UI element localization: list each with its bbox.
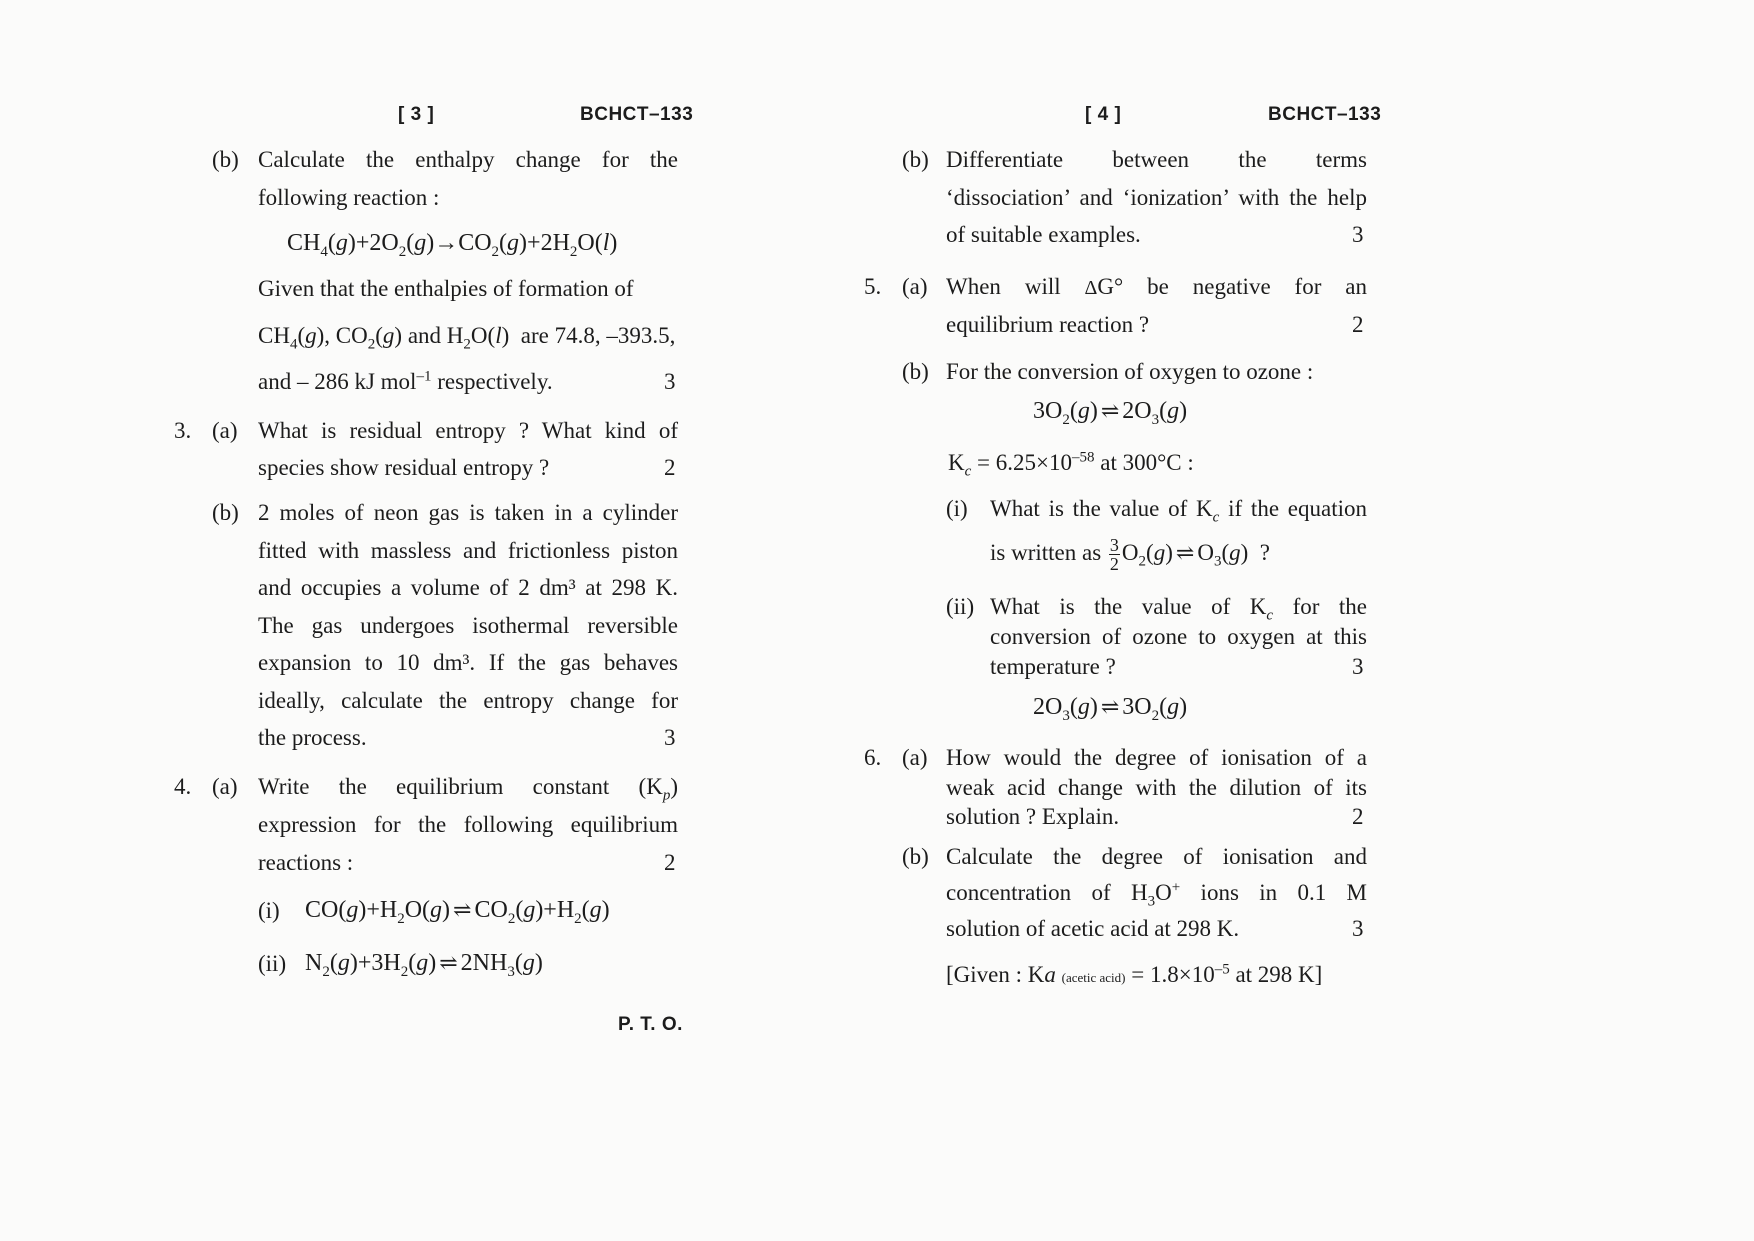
right-paper-code: BCHCT–133 <box>1268 104 1382 125</box>
q2b-line-3: Given that the enthalpies of formation of <box>258 276 634 301</box>
q3b-line: and occupies a volume of 2 dm³ at 298 K. <box>258 575 678 600</box>
q5b-i-line-1: What is the value of $K_c$ if the equation <box>990 496 1367 526</box>
q4a-i-label: (i) <box>258 898 280 923</box>
q4a-ii-equation: $N_2(g)+3H_2(g)$ ⇌ $2NH_3(g)$ <box>305 950 543 980</box>
q6-number: 6. <box>864 745 882 770</box>
q3a-line-1: What is residual entropy ? What kind of <box>258 418 678 443</box>
q2b-line-5: and – 286 kJ mol$^{-1}$ respectively. <box>258 368 553 394</box>
q3b-line: 2 moles of neon gas is taken in a cylinder <box>258 500 678 525</box>
q3b-marks: 3 <box>664 725 676 750</box>
q4b-line-3: of suitable examples. <box>946 222 1141 247</box>
q4b-marks: 3 <box>1352 222 1364 247</box>
q4a-line-1: Write the equilibrium constant $(K_p)$ <box>258 774 678 804</box>
q4b-line-1: Differentiate between the terms <box>946 147 1367 172</box>
q4a-marks: 2 <box>664 850 676 875</box>
q5b-label: (b) <box>902 359 929 384</box>
q3b-line: expansion to 10 dm³. If the gas behaves <box>258 650 678 675</box>
q6a-marks: 2 <box>1352 804 1364 829</box>
q6a-line-2: weak acid change with the dilution of its <box>946 775 1367 800</box>
q2b-label: (b) <box>212 147 239 172</box>
q5-number: 5. <box>864 274 882 299</box>
q2b-line-4-values: are 74.8, –393.5, <box>520 323 676 348</box>
q6a-line-1: How would the degree of ionisation of a <box>946 745 1367 770</box>
q5a-line-1: When will ΔG° be negative for an <box>946 274 1368 299</box>
q4-number: 4. <box>174 774 192 799</box>
q3b-line: ideally, calculate the entropy change for <box>258 688 678 713</box>
q5b-ii-marks: 3 <box>1352 654 1364 679</box>
q6b-given: [Given : Ka (acetic acid) = $1.8\times 10^{-5}$ at 298 K] <box>946 961 1323 987</box>
q5b-kc: $K_c = 6.25\times 10^{-58}$ at 300°C : <box>948 449 1194 480</box>
q3a-label: (a) <box>212 418 238 443</box>
q5b-i-line-2: is written as $\frac{3}{2}$ $O_2(g)$ ⇌ $O_3(g)$ ? <box>990 535 1270 574</box>
q3b-last-line: the process. <box>258 725 367 750</box>
q5b-ii-line-3: temperature ? <box>990 654 1116 679</box>
q5a-line-2: equilibrium reaction ? <box>946 312 1150 337</box>
q2b-marks: 3 <box>664 369 676 394</box>
left-page-number: [ 3 ] <box>398 104 435 125</box>
q3-number: 3. <box>174 418 192 443</box>
q5b-ii-label: (ii) <box>946 594 975 619</box>
q6b-line-1: Calculate the degree of ionisation and <box>946 844 1367 869</box>
q4b-line-2: ‘dissociation’ and ‘ionization’ with the help <box>946 185 1367 210</box>
q5b-line-1: For the conversion of oxygen to ozone : <box>946 359 1314 384</box>
q6b-marks: 3 <box>1352 916 1364 941</box>
q5b-ii-line-1: What is the value of $K_c$ for the <box>990 594 1368 624</box>
right-page-number: [ 4 ] <box>1085 104 1122 125</box>
q4a-ii-label: (ii) <box>258 951 287 976</box>
q5b-i-label: (i) <box>946 496 968 521</box>
q5b-ii-equation: $2O_3(g)$ ⇌ $3O_2(g)$ <box>1033 694 1188 724</box>
q3b-line: fitted with massless and frictionless piston <box>258 538 678 563</box>
q6a-line-3: solution ? Explain. <box>946 804 1120 829</box>
q2b-line-1: Calculate the enthalpy change for the <box>258 147 678 172</box>
q4a-i-equation: $CO(g)+H_2O(g)$ ⇌ $CO_2(g)+H_2(g)$ <box>305 897 610 927</box>
q3b-label: (b) <box>212 500 239 525</box>
pto-footer: P. T. O. <box>618 1014 683 1035</box>
q3b-line: The gas undergoes isothermal reversible <box>258 613 678 638</box>
q5b-ii-line-2: conversion of ozone to oxygen at this <box>990 624 1367 649</box>
q2b-line-4: $CH_4(g)$, $CO_2(g)$ and $H_2O(l)$ are 74.8, –393.5, <box>258 323 676 353</box>
q2b-equation: $CH_4(g)+2O_2(g)\to CO_2(g)+2H_2O(l)$ <box>287 230 618 260</box>
q4a-line-3: reactions : <box>258 850 354 875</box>
q4b-label: (b) <box>902 147 929 172</box>
q4a-line-2: expression for the following equilibrium <box>258 812 678 837</box>
q3a-line-2: species show residual entropy ? <box>258 455 550 480</box>
q4a-label: (a) <box>212 774 238 799</box>
q6b-line-3: solution of acetic acid at 298 K. <box>946 916 1240 941</box>
q6b-line-2: concentration of $H_3O^+$ ions in 0.1 M <box>946 879 1368 910</box>
q6a-label: (a) <box>902 745 928 770</box>
q5a-label: (a) <box>902 274 928 299</box>
q3a-marks: 2 <box>664 455 676 480</box>
fraction-three-halves: $\frac{3}{2}$ <box>1109 535 1119 574</box>
q5a-marks: 2 <box>1352 312 1364 337</box>
q2b-line-2: following reaction : <box>258 185 440 210</box>
q6b-label: (b) <box>902 844 929 869</box>
q5b-equation: $3O_2(g)$ ⇌ $2O_3(g)$ <box>1033 398 1188 428</box>
left-paper-code: BCHCT–133 <box>580 104 694 125</box>
